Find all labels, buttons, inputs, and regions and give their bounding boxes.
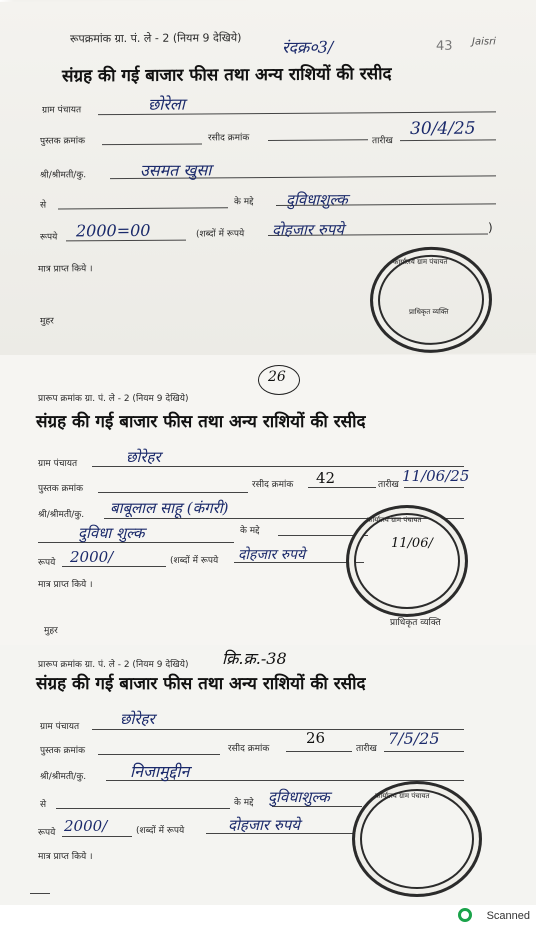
handwritten-number: रंदक्र०3/ — [282, 37, 334, 57]
scanner-bar — [0, 905, 536, 925]
gram-panchayat-value: छोरेला — [148, 94, 185, 114]
gram-panchayat-label: ग्राम पंचायत — [42, 105, 82, 116]
receipt-number-label: रसीद क्रमांक — [252, 480, 294, 490]
date-label: तारीख — [356, 744, 377, 754]
panchayat-seal — [370, 246, 492, 353]
seal-text: कार्यालय ग्राम पंचायत — [375, 792, 430, 800]
authorized-signatory: प्राधिकृत व्यक्ति — [390, 618, 441, 628]
head-label: के मद्दे — [234, 197, 254, 208]
receipt-title: संग्रह की गई बाजार फीस तथा अन्य राशियों की रसीद — [36, 674, 366, 694]
page-number: 43 — [436, 38, 453, 54]
in-words-label: (शब्दों में रूपये — [196, 229, 245, 240]
book-number-label: पुस्तक क्रमांक — [40, 136, 86, 147]
in-words-value: दोहजार रुपये — [238, 547, 306, 563]
head-label: के मद्दे — [240, 526, 260, 536]
rupees-value: 2000/ — [70, 548, 114, 566]
panchayat-seal — [352, 781, 482, 897]
panchayat-seal — [346, 505, 468, 617]
receipt-number-label: रसीद क्रमांक — [208, 133, 250, 144]
seal-label: मुहर — [40, 316, 54, 327]
payer-name-value: निजामुद्दीन — [130, 762, 190, 781]
receipt-number-value: 26 — [306, 729, 326, 747]
date-value: 30/4/25 — [410, 118, 476, 140]
gram-panchayat-value: छोरेहर — [126, 448, 161, 466]
seal-date: 11/06/ — [391, 536, 433, 551]
from-label: से — [40, 800, 47, 810]
receipt-1 — [0, 0, 536, 357]
seal-inner-text: प्राधिकृत व्यक्ति — [409, 307, 449, 317]
head-label: के मद्दे — [234, 798, 254, 808]
form-number: रूपक्रमांक ग्रा. पं. ले - 2 (नियम 9 देखिये) — [70, 31, 242, 46]
date-label: तारीख — [378, 480, 399, 490]
rupees-value: 2000=00 — [76, 220, 151, 241]
from-label: से — [40, 200, 47, 211]
in-words-value: दोहजार रुपये — [272, 220, 344, 239]
received-text: मात्र प्राप्त किये । — [38, 852, 93, 862]
scanner-logo-icon — [458, 908, 472, 922]
book-number-label: पुस्तक क्रमांक — [38, 484, 84, 494]
head-value: दुविधाशुल्क — [268, 788, 330, 806]
receipt-3 — [0, 645, 536, 905]
rupees-label: रूपये — [38, 558, 56, 568]
book-number-label: पुस्तक क्रमांक — [40, 746, 86, 756]
rupees-value: 2000/ — [64, 817, 108, 835]
payer-name-value: उसमत खुसा — [140, 160, 212, 180]
form-number: प्रारूप क्रमांक ग्रा. पं. ले - 2 (नियम 9 देखिये) — [38, 660, 189, 670]
receipt-number-label: रसीद क्रमांक — [228, 744, 270, 754]
seal-text: कार्यालय ग्राम पंचायत — [367, 516, 422, 524]
received-text: मात्र प्राप्त किये । — [38, 264, 93, 275]
watermark: Jaisri — [472, 36, 496, 48]
name-label: श्री/श्रीमती/कु. — [38, 510, 85, 520]
form-number: प्रारूप क्रमांक ग्रा. पं. ले - 2 (नियम 9 देखिये) — [38, 394, 189, 404]
in-words-label: (शब्दों में रूपये — [170, 556, 219, 566]
head-value: दुविधाशुल्क — [286, 190, 348, 209]
date-value: 7/5/25 — [388, 729, 440, 748]
head-value: दुविधा शुल्क — [78, 524, 145, 542]
gram-panchayat-label: ग्राम पंचायत — [38, 459, 78, 469]
received-text: मात्र प्राप्त किये । — [38, 580, 93, 590]
handwritten-number: क्रि.क्र.-38 — [222, 649, 287, 668]
scanned-label: Scanned — [486, 910, 530, 922]
in-words-value: दोहजार रुपये — [228, 816, 300, 834]
gram-panchayat-value: छोरेहर — [120, 710, 155, 728]
close-paren: ) — [488, 220, 493, 235]
circled-number: 26 — [268, 369, 286, 385]
date-value: 11/06/25 — [402, 467, 470, 485]
payer-name-value: बाबूलाल साहू (कंगरी) — [110, 499, 229, 517]
receipt-title: संग्रह की गई बाजार फीस तथा अन्य राशियों की रसीद — [36, 412, 366, 432]
receipt-number-value: 42 — [316, 469, 336, 487]
rupees-label: रूपये — [38, 828, 56, 838]
seal-text: कार्यालय ग्राम पंचायत — [393, 257, 448, 267]
name-label: श्री/श्रीमती/कु. — [40, 772, 87, 782]
receipt-title: संग्रह की गई बाजार फीस तथा अन्य राशियों की रसीद — [62, 64, 392, 87]
name-label: श्री/श्रीमती/कु. — [40, 170, 87, 181]
seal-label: मुहर — [44, 626, 58, 636]
in-words-label: (शब्दों में रूपये — [136, 826, 185, 836]
date-label: तारीख — [372, 136, 393, 147]
gram-panchayat-label: ग्राम पंचायत — [40, 722, 80, 732]
receipt-2 — [0, 355, 536, 645]
rupees-label: रूपये — [40, 232, 58, 243]
